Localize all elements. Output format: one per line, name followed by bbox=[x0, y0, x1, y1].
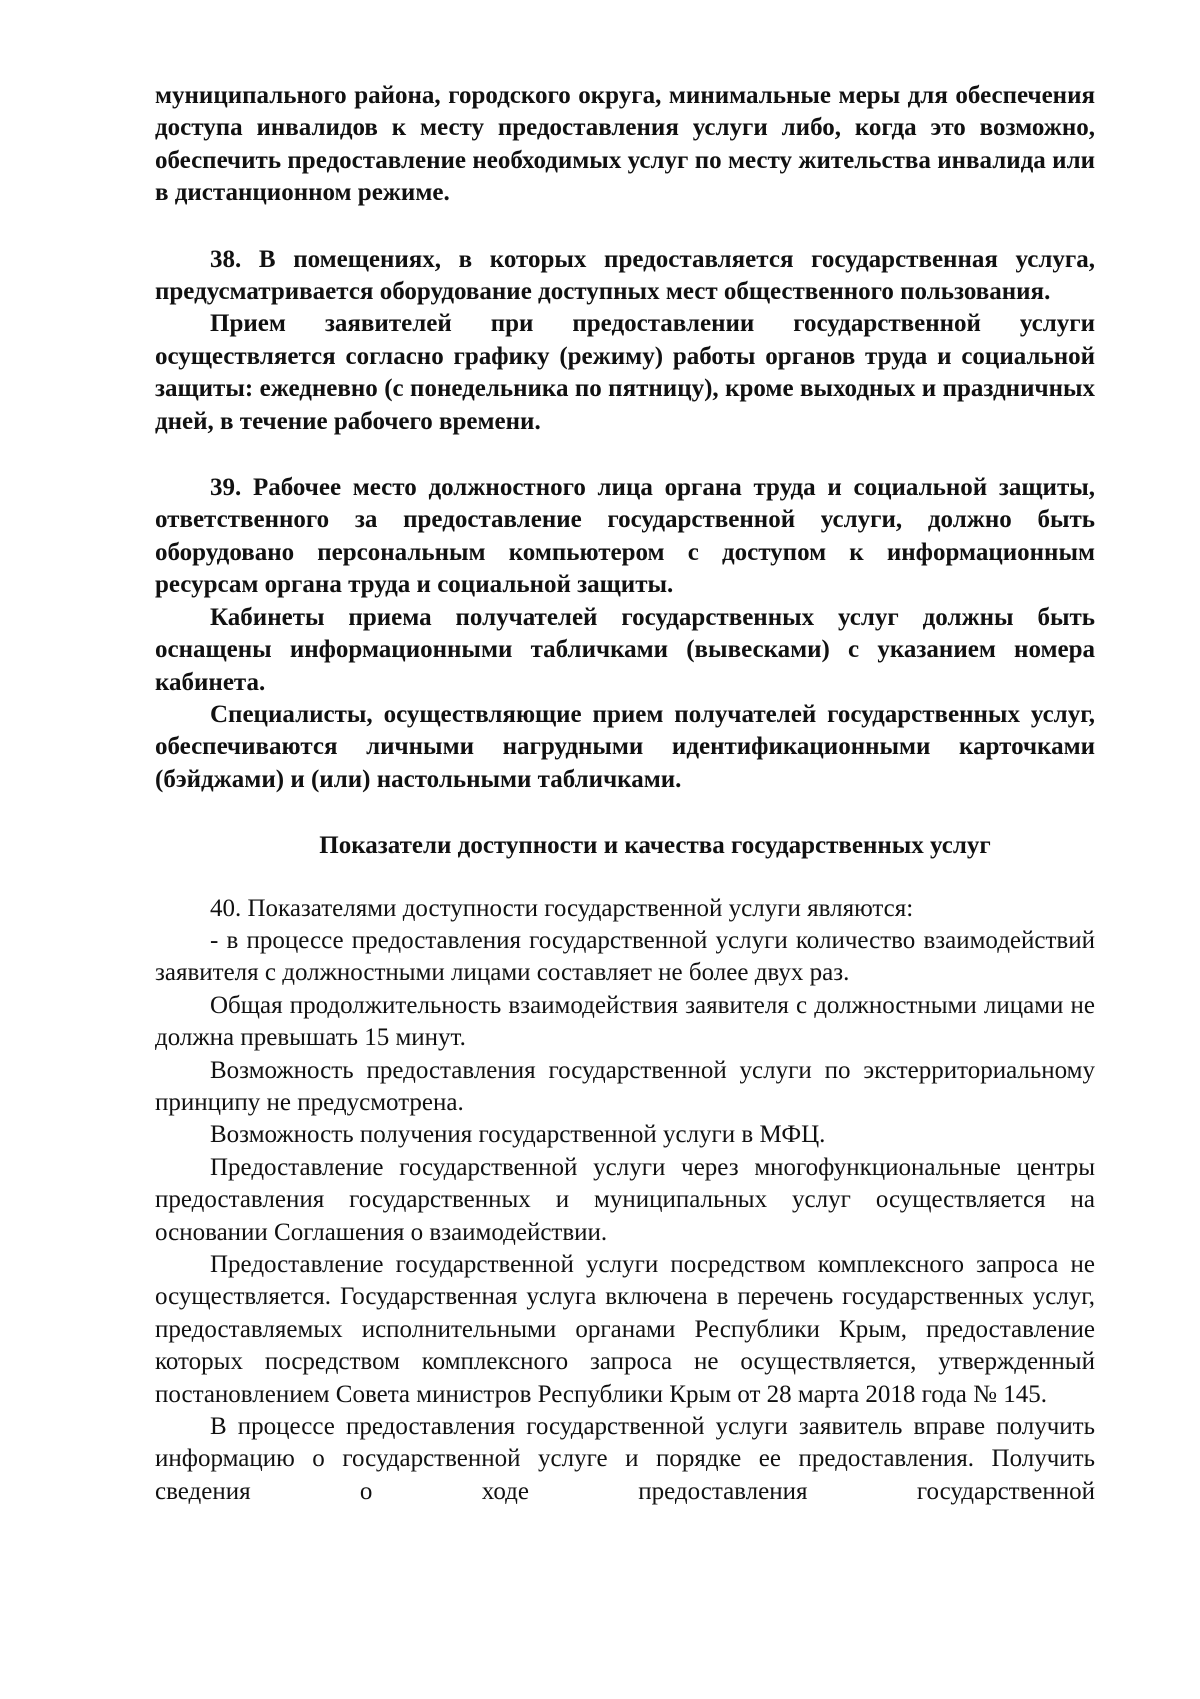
spacer bbox=[155, 796, 1095, 830]
item-38-paragraph-2: Прием заявителей при предоставлении государственной услуги осуществляется согласно графику (режиму) работы органов труда и социальной защиты: ежедневно (с понедельника по пятницу), кроме выходных и праздничных дней, в течение рабочего времени. bbox=[155, 310, 1095, 435]
section-heading: Показатели доступности и качества государственных услуг bbox=[319, 832, 991, 860]
item-40-paragraph-6: Предоставление государственной услуги через многофункциональные центры предоставления государственных и муниципальных услуг осуществляется на основании Соглашения о взаимодействии. bbox=[155, 1153, 1095, 1246]
spacer bbox=[155, 210, 1095, 244]
item-38-paragraph-1: 38. В помещениях, в которых предоставляется государственная услуга, предусматривается оборудование доступных мест общественного пользования. bbox=[155, 245, 1095, 306]
item-40-paragraph-1: 40. Показателями доступности государственной услуги являются: bbox=[210, 894, 914, 922]
intro-paragraph: муниципального района, городского округа, минимальные меры для обеспечения доступа инвалидов к месту предоставления услуги либо, когда это возможно, обеспечить предоставление необходимых услуг по месту жительства инвалида или в дистанционном режиме. bbox=[155, 82, 1095, 207]
item-39-paragraph-3: Специалисты, осуществляющие прием получателей государственных услуг, обеспечиваются личными нагрудными идентификационными карточками (бэйджами) и (или) настольными табличками. bbox=[155, 700, 1095, 793]
document-page bbox=[155, 80, 1095, 1508]
item-40-paragraph-5: Возможность получения государственной услуги в МФЦ. bbox=[210, 1121, 826, 1149]
item-40-paragraph-2: - в процессе предоставления государственной услуги количество взаимодействий заявителя с должностными лицами составляет не более двух раз. bbox=[155, 926, 1095, 987]
item-40-paragraph-7: Предоставление государственной услуги посредством комплексного запроса не осуществляется. Государственная услуга включена в перечень государственных услуг, предоставляемых исполнительными органами Республики Крым, предоставление которых посредством комплексного запроса не осуществляется, утвержденный постановлением Совета министров Республики Крым от 28 марта 2018 года № 145. bbox=[155, 1251, 1095, 1408]
item-39-paragraph-1: 39. Рабочее место должностного лица органа труда и социальной защиты, ответственного за предоставление государственной услуги, должно быть оборудовано персональным компьютером с доступом к информационным ресурсам органа труда и социальной защиты. bbox=[155, 474, 1095, 599]
item-40-paragraph-4: Возможность предоставления государственной услуги по экстерриториальному принципу не предусмотрена. bbox=[155, 1056, 1095, 1116]
spacer bbox=[155, 438, 1095, 472]
spacer bbox=[155, 863, 1095, 893]
item-40-paragraph-3: Общая продолжительность взаимодействия заявителя с должностными лицами не должна превышать 15 минут. bbox=[155, 991, 1095, 1052]
item-40-paragraph-8: В процессе предоставления государственной услуги заявитель вправе получить информацию о государственной услуге и порядке ее предоставления. Получить сведения о ходе предоставления государственной bbox=[155, 1413, 1095, 1505]
item-39-paragraph-2: Кабинеты приема получателей государственных услуг должны быть оснащены информационными табличками (вывесками) с указанием номера кабинета. bbox=[155, 603, 1095, 696]
